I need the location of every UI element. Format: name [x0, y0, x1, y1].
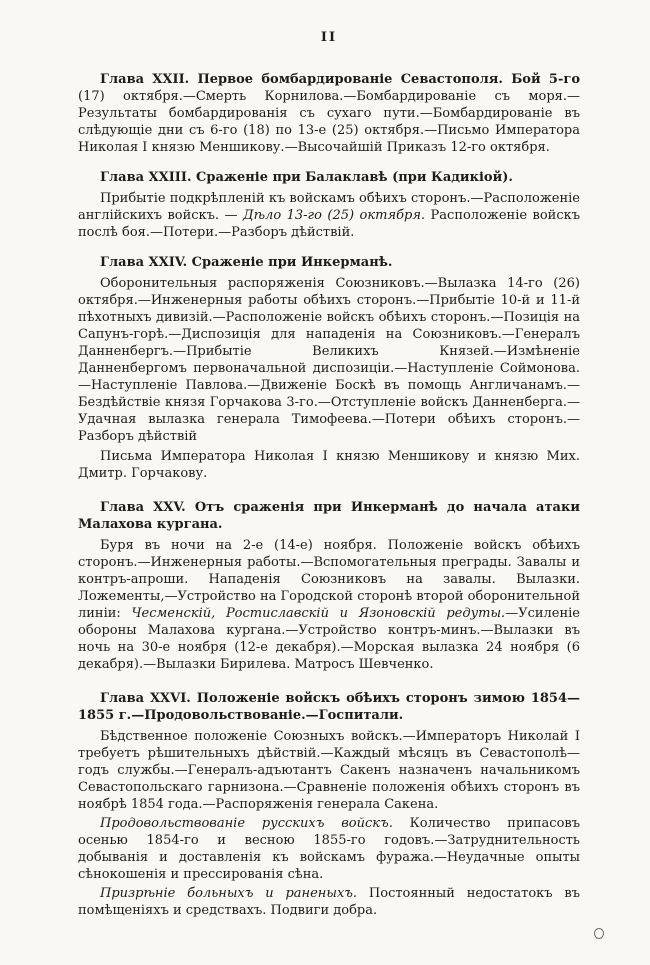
chapter-26-care-lead-italic: Призрѣніе больныхъ и раненыхъ. — [100, 886, 358, 901]
chapter-26-care-paragraph — [78, 885, 580, 919]
chapter-23-summary — [78, 190, 580, 241]
chapter-26-provisions-lead-italic: Продовольствованіе русскихъ войскъ. — [100, 816, 393, 831]
chapter-24-title: Глава XXIV. Сраженіе при Инкерманѣ. — [100, 255, 393, 270]
toc-entry-ch22 — [78, 71, 580, 156]
scan-mark-icon — [594, 928, 604, 939]
chapter-25-summary — [78, 537, 580, 673]
chapter-22-summary: (17) октября.—Смерть Корнилова.—Бомбардированіе съ моря.—Результаты бомбардированія съ сухаго пути.—Бомбардированіе въ слѣдующіе дни съ 6-го (18) по 13-е (25) октября.—Письмо Императора Николая I князю Меншикову.—Высочайшій Приказъ 12-го октября. — [78, 89, 580, 155]
chapter-22-title: Глава XXII. Первое бомбардированіе Севастополя. Бой 5-го — [100, 72, 580, 87]
chapter-23-title: Глава XXIII. Сраженіе при Балаклавѣ (при Кадикіой). — [100, 170, 513, 185]
chapter-26-summary: Бѣдственное положеніе Союзныхъ войскъ.—Императоръ Николай I требуетъ рѣшительныхъ дѣйствій.—Каждый мѣсяцъ въ Севастополѣ—годъ службы.—Генералъ-адъютантъ Сакенъ назначенъ начальникомъ Севастопольскаго гарнизона.—Сравненіе положенія обѣихъ сторонъ въ ноябрѣ 1854 года.—Распоряженія генерала Сакена. — [78, 729, 580, 812]
chapter-23-summary-text-2: Расположеніе войскъ послѣ боя.—Потери.—Разборъ дѣйствій. — [78, 208, 581, 240]
chapter-26-title: Глава XXVI. Положеніе войскъ обѣихъ сторонъ зимою 1854—1855 г.—Продовольствованіе.—Госпитали. — [78, 691, 580, 723]
chapter-24-letters-note: Письма Императора Николая I князю Меншикову и князю Мих. Дмитр. Горчакову. — [78, 449, 580, 481]
chapter-25-summary-text-2: —Усиленіе обороны Малахова кургана.—Устройство контръ-минъ.—Вылазки въ ночь на 30-е ноября (12-е декабря).—Морская вылазка 24 ноября (6 декабря).—Вылазки Бирилева. Матросъ Шевченко. — [78, 606, 580, 672]
chapter-25-title: Глава XXV. Отъ сраженія при Инкерманѣ до начала атаки Малахова кургана. — [78, 500, 580, 532]
chapter-25-summary-italic: Чесменскій, Ростиславскій и Язоновскій редуты. — [131, 606, 506, 621]
chapter-23-summary-text-1: Прибытіе подкрѣпленій къ войскамъ обѣихъ сторонъ.—Расположеніе англійскихъ войскъ. — — [78, 191, 580, 223]
chapter-23-summary-italic: Дѣло 13-го (25) октября. — [243, 208, 426, 223]
chapter-26-provisions-paragraph — [78, 815, 580, 883]
chapter-25-summary-text-1: Буря въ ночи на 2-е (14-е) ноября. Положеніе войскъ обѣихъ сторонъ.—Инженерныя работы.—Вспомогательныя преграды. Завалы и контръ-апроши. Нападенія Союзниковъ на завалы. Вылазки. Ложементы,—Устройство на Городской сторонѣ второй оборонительной линіи: — [78, 538, 580, 621]
chapter-24-summary: Оборонительныя распоряженія Союзниковъ.—Вылазка 14-го (26) октября.—Инженерныя работы обѣихъ сторонъ.—Прибытіе 10-й и 11-й пѣхотныхъ дивизій.—Расположеніе войскъ обѣихъ сторонъ.—Позиція на Сапунъ-горѣ.—Диспозиція для нападенія на Союзниковъ.—Генералъ Данненбергъ.—Прибытіе Великихъ Князей.—Измѣненіе Данненбергомъ первоначальной диспозиціи.—Наступленіе Соймонова.—Наступленіе Павлова.—Движеніе Боскѣ въ помощь Англичанамъ.—Бездѣйствіе князя Горчакова 3-го.—Отступленіе войскъ Данненберга.—Удачная вылазка генерала Тимофеева.—Потери обѣихъ сторонъ.—Разборъ дѣйствій — [78, 276, 580, 444]
chapter-26-provisions-text: Количество припасовъ осенью 1854-го и весною 1855-го годовъ.—Затруднительность добыванія и доставленія къ войскамъ фуража.—Неудачные опыты сѣнокошенія и прессированія сѣна. — [78, 816, 580, 882]
page-number: II — [320, 30, 338, 45]
chapter-26-care-text: Постоянный недостатокъ въ помѣщеніяхъ и средствахъ. Подвиги добра. — [78, 886, 580, 918]
